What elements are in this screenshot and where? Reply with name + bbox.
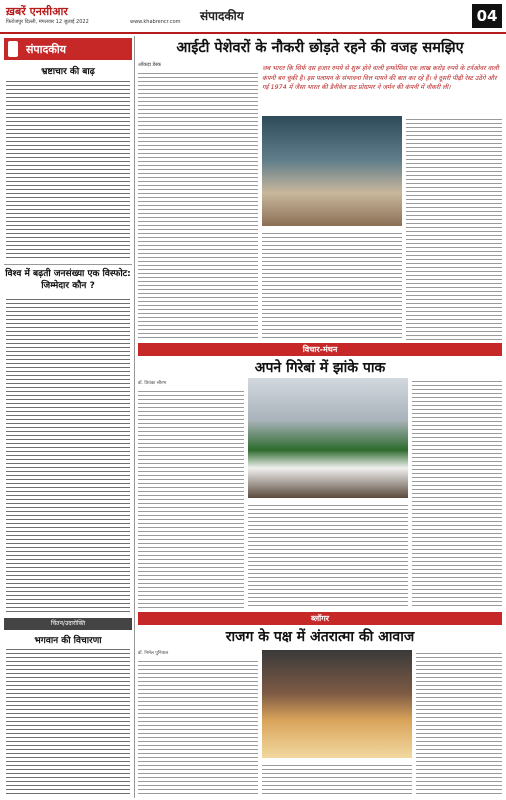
page-number: 04 bbox=[472, 4, 502, 28]
left-headline-2: विश्व में बढ़ती जनसंख्या एक विस्फोट: जिम्मेदार कौन ? bbox=[5, 269, 131, 291]
article-2-col-1 bbox=[138, 388, 244, 608]
left-headline-3: भगवान की विचारणा bbox=[34, 636, 102, 646]
office-workers-photo bbox=[262, 116, 402, 226]
main-article-col-3 bbox=[406, 116, 502, 340]
pen-icon bbox=[8, 41, 18, 57]
left-headline-1: भ्रष्टाचार की बाढ़ bbox=[41, 67, 95, 77]
article-2-col-3 bbox=[412, 378, 502, 608]
vichar-manthan-banner: विचार-मंथन bbox=[138, 343, 502, 356]
byline-2: डॉ. प्रियंका सौरभ bbox=[138, 381, 167, 386]
blogger-banner: ब्लॉगर bbox=[138, 612, 502, 625]
article-headline-2: अपने गिरेबां में झांके पाक bbox=[254, 360, 386, 376]
masthead bbox=[0, 0, 506, 34]
byline-3: डॉ. निर्मल पुनियाल bbox=[138, 651, 169, 656]
article-body-1 bbox=[6, 78, 130, 260]
dateline: फिरोजपुर दिल्ली, मंगलवार 12 जुलाई 2022 bbox=[6, 19, 89, 25]
main-headline: आईटी पेशेवरों के नौकरी छोड़ते रहने की वजह समझिए bbox=[176, 40, 464, 56]
article-body-3 bbox=[6, 646, 130, 796]
article-3-col-1 bbox=[138, 658, 258, 796]
article-3-col-3 bbox=[416, 650, 502, 796]
divider bbox=[4, 264, 132, 265]
editorial-tag: संपादकीय bbox=[4, 38, 132, 60]
section-label: चिंतन/उदारोक्ति bbox=[4, 618, 132, 630]
president-photo bbox=[262, 650, 412, 758]
column-divider bbox=[134, 36, 135, 798]
article-body-2 bbox=[6, 296, 130, 614]
section-title: संपादकीय bbox=[200, 9, 244, 23]
byline: आँकड़ा डेस्क bbox=[138, 62, 161, 68]
newspaper-brand: ख़बरें एनसीआर bbox=[6, 5, 68, 18]
article-headline-3: राजग के पक्ष में अंतरात्मा की आवाज bbox=[225, 629, 415, 645]
main-article-col-2 bbox=[262, 230, 402, 340]
main-article-col-1 bbox=[138, 70, 258, 340]
pull-quote: जब भारत कि सिर्फ दस हजार रुपये से शुरू होने वाली इन्फोसिस एक लाख करोड़ रुपये के टर्नओवर वाली कंपनी बन चुकी है। इस पलायन के संभावना वित्त मायने की बात कर रहे हैं। वे दूसरी पीढ़ी रेस्ट उठेंगे और गई 1974 में जैसा भारत की डैनीवेल डाट प्रोग्रामर ने जर्मन की कंपनी में नौकरी ली। bbox=[262, 65, 499, 91]
website-url: www.khabrencr.com bbox=[130, 19, 181, 25]
article-2-col-2 bbox=[248, 502, 408, 608]
article-3-col-2 bbox=[262, 762, 412, 796]
pakistan-flag-photo bbox=[248, 378, 408, 498]
